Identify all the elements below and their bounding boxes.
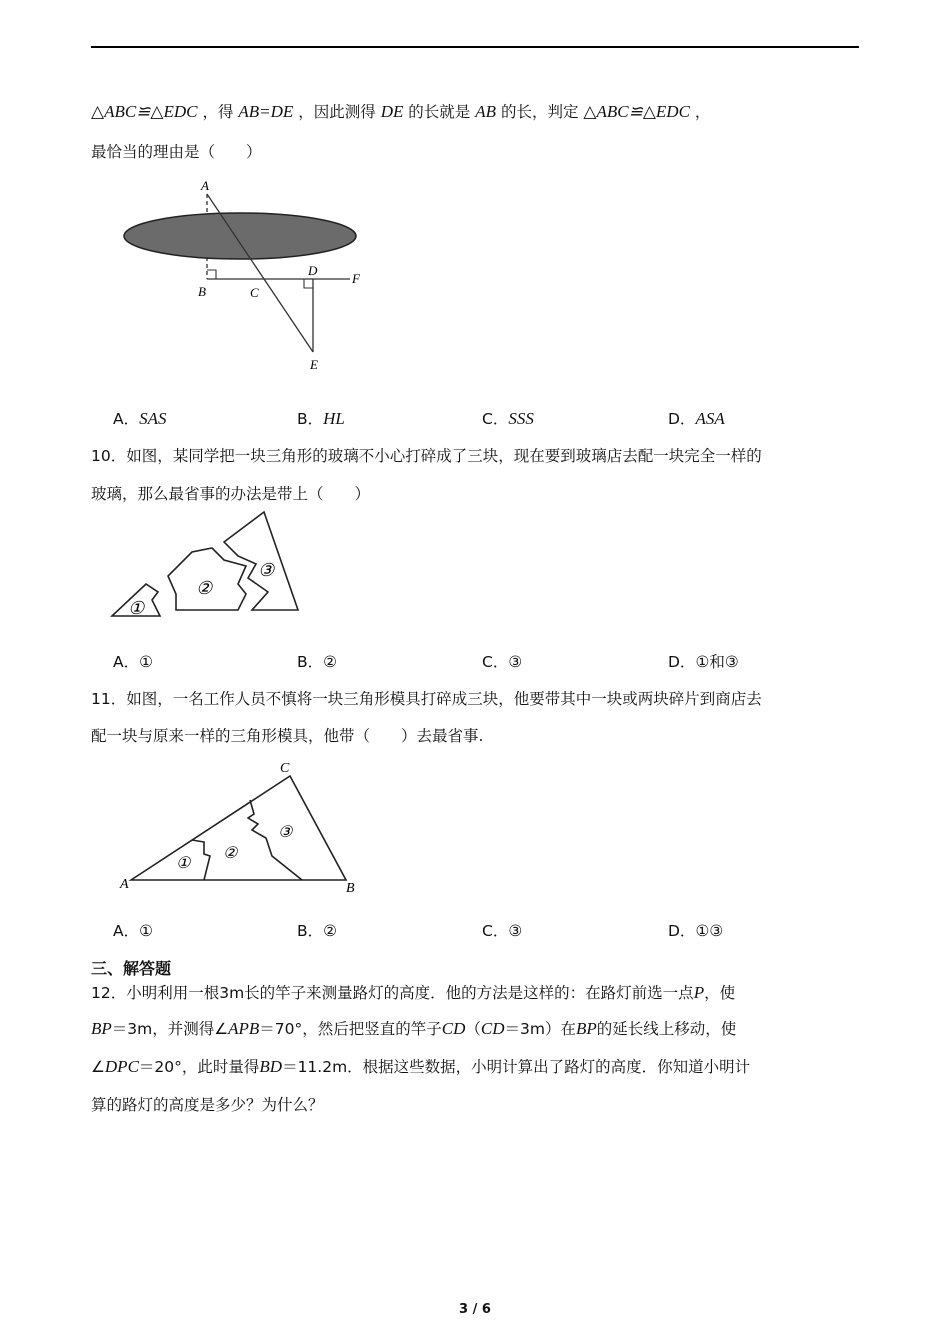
q9-figure [110, 172, 370, 377]
q12-line-4: 算的路灯的高度是多少？为什么？ [91, 1096, 324, 1114]
section-title: 三、解答题 [91, 959, 172, 978]
q11-label-3: ③ [278, 824, 293, 841]
q11-label-c: C [280, 761, 290, 776]
q9-pond [124, 213, 356, 259]
q9-option-a[interactable]: A．SAS [113, 409, 167, 428]
q11-crack-2 [248, 800, 302, 880]
q10-label-2: ② [196, 578, 213, 598]
q12-line-2: BP＝3m，并测得∠APB＝70°，然后把竖直的竿子CD（CD＝3m）在BP的延长线上移动，使 [91, 1019, 737, 1038]
q9-label-d: D [308, 263, 318, 278]
q9-label-e: E [310, 357, 318, 372]
q9-option-b[interactable]: B．HL [297, 409, 345, 428]
header-rule [91, 46, 859, 48]
q11-option-c[interactable]: C．③ [482, 922, 523, 940]
q10-option-c[interactable]: C．③ [482, 653, 523, 671]
q11-label-1: ① [176, 855, 191, 872]
q9-line-2: 最恰当的理由是（ ） [91, 143, 262, 161]
q10-option-d[interactable]: D．①和③ [668, 653, 739, 671]
q9-label-f: F [352, 271, 360, 286]
q9-label-a: A [201, 178, 209, 193]
q11-option-a[interactable]: A．① [113, 922, 154, 940]
q11-line-2: 配一块与原来一样的三角形模具，他带（ ）去最省事. [91, 727, 484, 745]
q12-line-3: ∠DPC＝20°，此时量得BD＝11.2m．根据这些数据，小明计算出了路灯的高度．你知道小明计 [91, 1057, 751, 1076]
q9-label-b: B [198, 284, 206, 299]
q9-equation: AB=DE [238, 102, 294, 121]
q11-figure [112, 756, 362, 898]
q11-label-a: A [120, 877, 129, 892]
q9-congruence-1: △ABC≌△EDC [91, 102, 198, 121]
q9-congruence-2: △ABC≌△EDC [583, 102, 690, 121]
q10-line-1: 10．如图，某同学把一块三角形的玻璃不小心打碎成了三块，现在要到玻璃店去配一块完全一样的 [91, 447, 762, 465]
q10-label-1: ① [128, 598, 145, 618]
q11-option-b[interactable]: B．② [297, 922, 338, 940]
q9-right-angle-d [304, 279, 313, 288]
q12-line-1: 12．小明利用一根3m长的竿子来测量路灯的高度．他的方法是这样的：在路灯前选一点P，使 [91, 983, 736, 1002]
q9-label-c: C [250, 285, 259, 300]
q11-triangle [131, 776, 346, 880]
q10-option-a[interactable]: A．① [113, 653, 154, 671]
q11-crack-1 [192, 840, 210, 880]
q9-right-angle-b [207, 270, 216, 279]
q9-option-d[interactable]: D．ASA [668, 409, 725, 428]
q10-label-3: ③ [258, 560, 275, 580]
q9-line-1: △ABC≌△EDC ，得 AB=DE ，因此测得 DE 的长就是 AB 的长，判定 △ABC≌△EDC ， [91, 102, 711, 121]
page-number: 3 / 6 [459, 1302, 491, 1317]
q9-option-c[interactable]: C．SSS [482, 409, 534, 428]
q11-option-d[interactable]: D．①③ [668, 922, 724, 940]
q11-label-b: B [346, 881, 355, 896]
q11-line-1: 11．如图，一名工作人员不慎将一块三角形模具打碎成三块，他要带其中一块或两块碎片到商店去 [91, 690, 762, 708]
q10-figure [108, 510, 308, 622]
q10-option-b[interactable]: B．② [297, 653, 338, 671]
q10-line-2: 玻璃，那么最省事的办法是带上（ ） [91, 485, 371, 503]
q11-label-2: ② [223, 845, 238, 862]
